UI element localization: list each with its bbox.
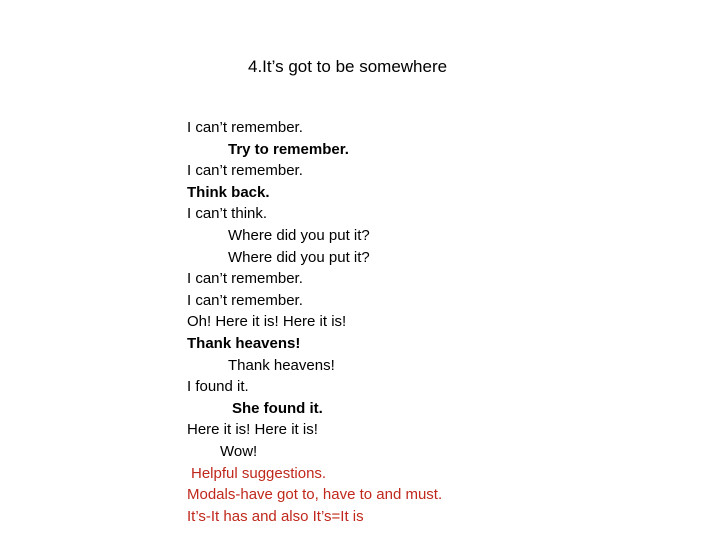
dialogue-line: Where did you put it? xyxy=(228,226,370,244)
suggestion-line: Modals-have got to, have to and must. xyxy=(187,486,443,504)
dialogue-line: Thank heavens! xyxy=(228,356,335,374)
dialogue-line: Oh! Here it is! Here it is! xyxy=(187,313,347,331)
suggestion-line: Helpful suggestions. xyxy=(191,464,327,482)
dialogue-line: I can’t remember. xyxy=(187,291,303,309)
slide-title: 4.It’s got to be somewhere xyxy=(248,57,448,76)
dialogue-line: I can’t remember. xyxy=(187,119,303,136)
dialogue-line: Try to remember. xyxy=(228,140,349,158)
dialogue-line: I can’t remember. xyxy=(187,270,303,288)
suggestion-line: It’s-It has and also It’s=It is xyxy=(187,507,364,525)
dialogue-line: She found it. xyxy=(232,399,323,417)
dialogue-line: Think back. xyxy=(187,183,270,201)
dialogue-line: Thank heavens! xyxy=(187,334,301,352)
dialogue-line: Here it is! Here it is! xyxy=(187,421,318,439)
dialogue-line: Where did you put it? xyxy=(228,248,370,266)
dialogue-line: Wow! xyxy=(220,442,258,460)
dialogue-line: I found it. xyxy=(187,378,249,396)
dialogue-text xyxy=(187,117,687,527)
dialogue-line: I can’t remember. xyxy=(187,162,303,180)
dialogue-line: I can’t think. xyxy=(187,205,268,223)
